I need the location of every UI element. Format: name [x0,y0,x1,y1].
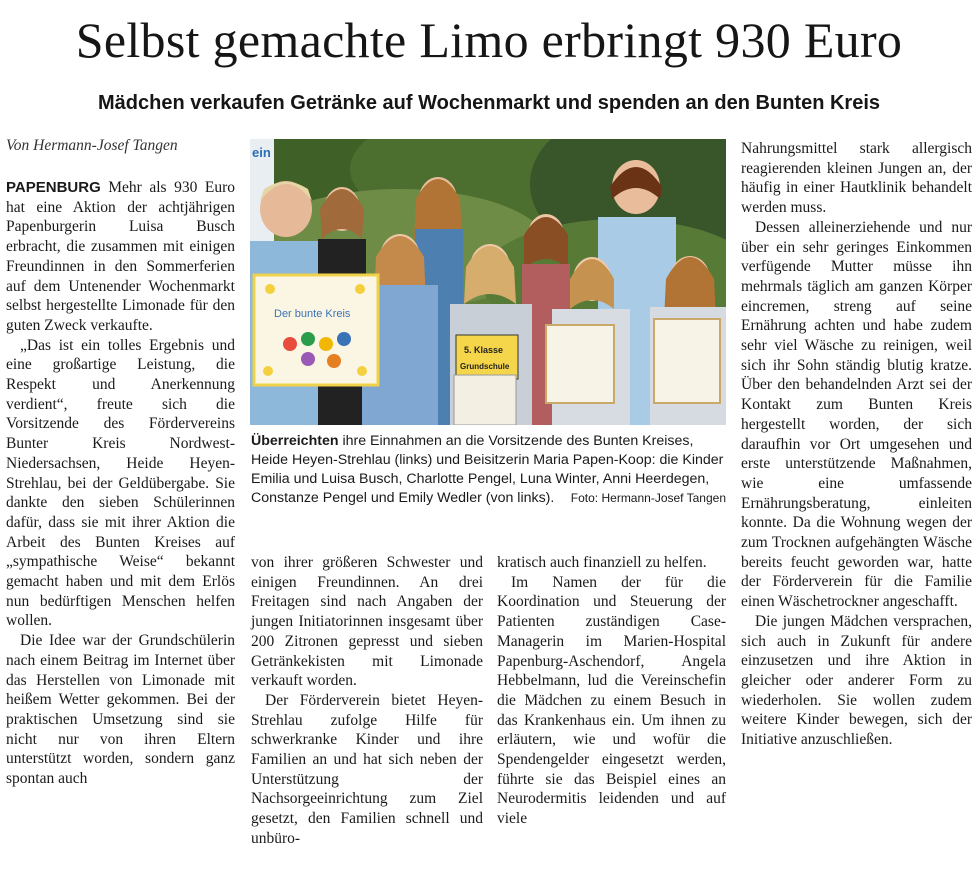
article-column-2 [251,553,483,849]
paragraph: Die jungen Mädchen versprachen, sich auch in Zukunft für andere einzusetzen und ihre Aktion in gleicher oder anderer Form zu wiederholen. Sie wollen zudem weitere Kinder bewegen, sich der Initiative anzuschließen. [741,612,972,749]
photo-caption [251,432,726,508]
paragraph: Nahrungsmittel stark allergisch reagierenden kleinen Jungen an, der häufig in einer Hautklinik behandelt werden muss. [741,140,972,217]
poster [254,275,378,385]
paragraph: „Das ist ein tolles Ergebnis und eine großartige Leistung, die Respekt und Anerkennung verdient“, freute sich die Vorsitzende des Fördervereins Bunter Kreis Nordwest-Niedersachsen, Heide Heyen-Strehlau, bei der Geldübergabe. Sie dankte den sieben Schülerinnen dafür, dass sie mit ihrer Aktion die Arbeit des Bunten Kreises auf „sympathische Weise“ bekannt gemacht haben und mit dem Erlös nun bedürftigen Menschen helfen wollen. [6,336,235,630]
article-column-3 [497,553,726,829]
poster-text: Der bunte Kreis [274,308,351,320]
article-column-4 [741,139,972,750]
byline: Von Hermann-Josef Tangen [6,137,178,154]
paragraph: Im Namen der für die Koordination und Steuerung der Patienten zuständigen Case-Managerin im Marien-Hospital Papenburg-Aschendorf, Angela Hebbelmann, lud die Vereinschefin die Mädchen zu einem Besuch in das Krankenhaus ein. Um ihnen zu erläutern, wie und wofür die Spendengelder eingesetzt werden, führte sie das Beispiel eines an Neurodermitis leidenden und auf viele [497,573,726,828]
certificate-sign [456,335,518,379]
dateline: PAPENBURG [6,179,101,196]
certificate [546,325,614,403]
paragraph: Mehr als 930 Euro hat eine Aktion der achtjährigen Papenburgerin Luisa Busch erbracht, die zusammen mit einigen Freundinnen in den Sommerferien auf dem Untenender Wochenmarkt selbst hergestellte Limonade für den guten Zweck verkaufte. [6,179,236,334]
subheadline: Mädchen verkaufen Getränke auf Wochenmarkt und spenden an den Bunten Kreis [97,92,881,114]
banner-text: ein [252,145,271,160]
article-column-1 [6,178,235,789]
paragraph: Dessen alleinerziehende und nur über ein sehr geringes Einkommen verfügende Mutter müsse ihn mehrmals täglich am ganzen Körper eincremen, streng auf seine Ernährung achten und habe zudem sehr viel Wäsche zu reinigen, weil sich ihr Sohn ständig blutig kratze. Über den behandelnden Arzt sei der Kontakt zum Bunten Kreis hergestellt worden, der sich daraufhin vor Ort umgesehen und erste unterstützende Maßnahmen, wie eine umfassende Ernährungsberatung, einleiten konnte. Da die Wohnung wegen der zum Trocknen aufgehängten Wäsche bereits feucht geworden war, hatte der Förderverein für die Familie einen Wäschetrockner angeschafft. [741,218,972,611]
paragraph: Der Förderverein bietet Heyen-Strehlau zufolge Hilfe für schwerkranke Kinder und ihre Familien an und hat sich neben der Unterstützung der Nachsorgeeinrichtung zum Ziel gesetzt, den Familien schnell und unbüro- [251,691,483,847]
photo-credit: Foto: Hermann-Josef Tangen [570,491,726,505]
caption-text: ihre Einnahmen an die Vorsitzende des Bunten Kreises, Heide Heyen-Strehlau (links) und Beisitzerin Maria Papen-Koop: die Kinder Emilia und Luisa Busch, Charlotte Pengel, Luna Winter, Anni Heerdegen, Constanze Pengel und Emily Wedler (von links). [251,433,724,506]
paragraph: Die Idee war der Grundschülerin nach einem Beitrag im Internet über das Herstellen von Limonade mit heißem Wetter gekommen. Bei der praktischen Umsetzung sind sie nicht nur von ihren Eltern unterstützt worden, sondern ganz spontan auch [6,632,235,788]
certificate [654,319,720,403]
sign-text-2: Grundschule [460,362,510,371]
certificate [454,375,516,425]
sign-text: 5. Klasse [464,345,504,355]
headline: Selbst gemachte Limo erbringt 930 Euro [75,12,903,68]
paragraph: von ihrer größeren Schwester und einigen Freundinnen. An drei Freitagen sind nach Angaben der jungen Initiatorinnen insgesamt über 200 Zitronen gepresst und sieben Getränkekisten mit Limonade verkauft worden. [251,554,483,690]
paragraph: kratisch auch finanziell zu helfen. [497,554,707,571]
article-photo [250,139,726,425]
caption-lead: Überreichten [251,433,339,449]
